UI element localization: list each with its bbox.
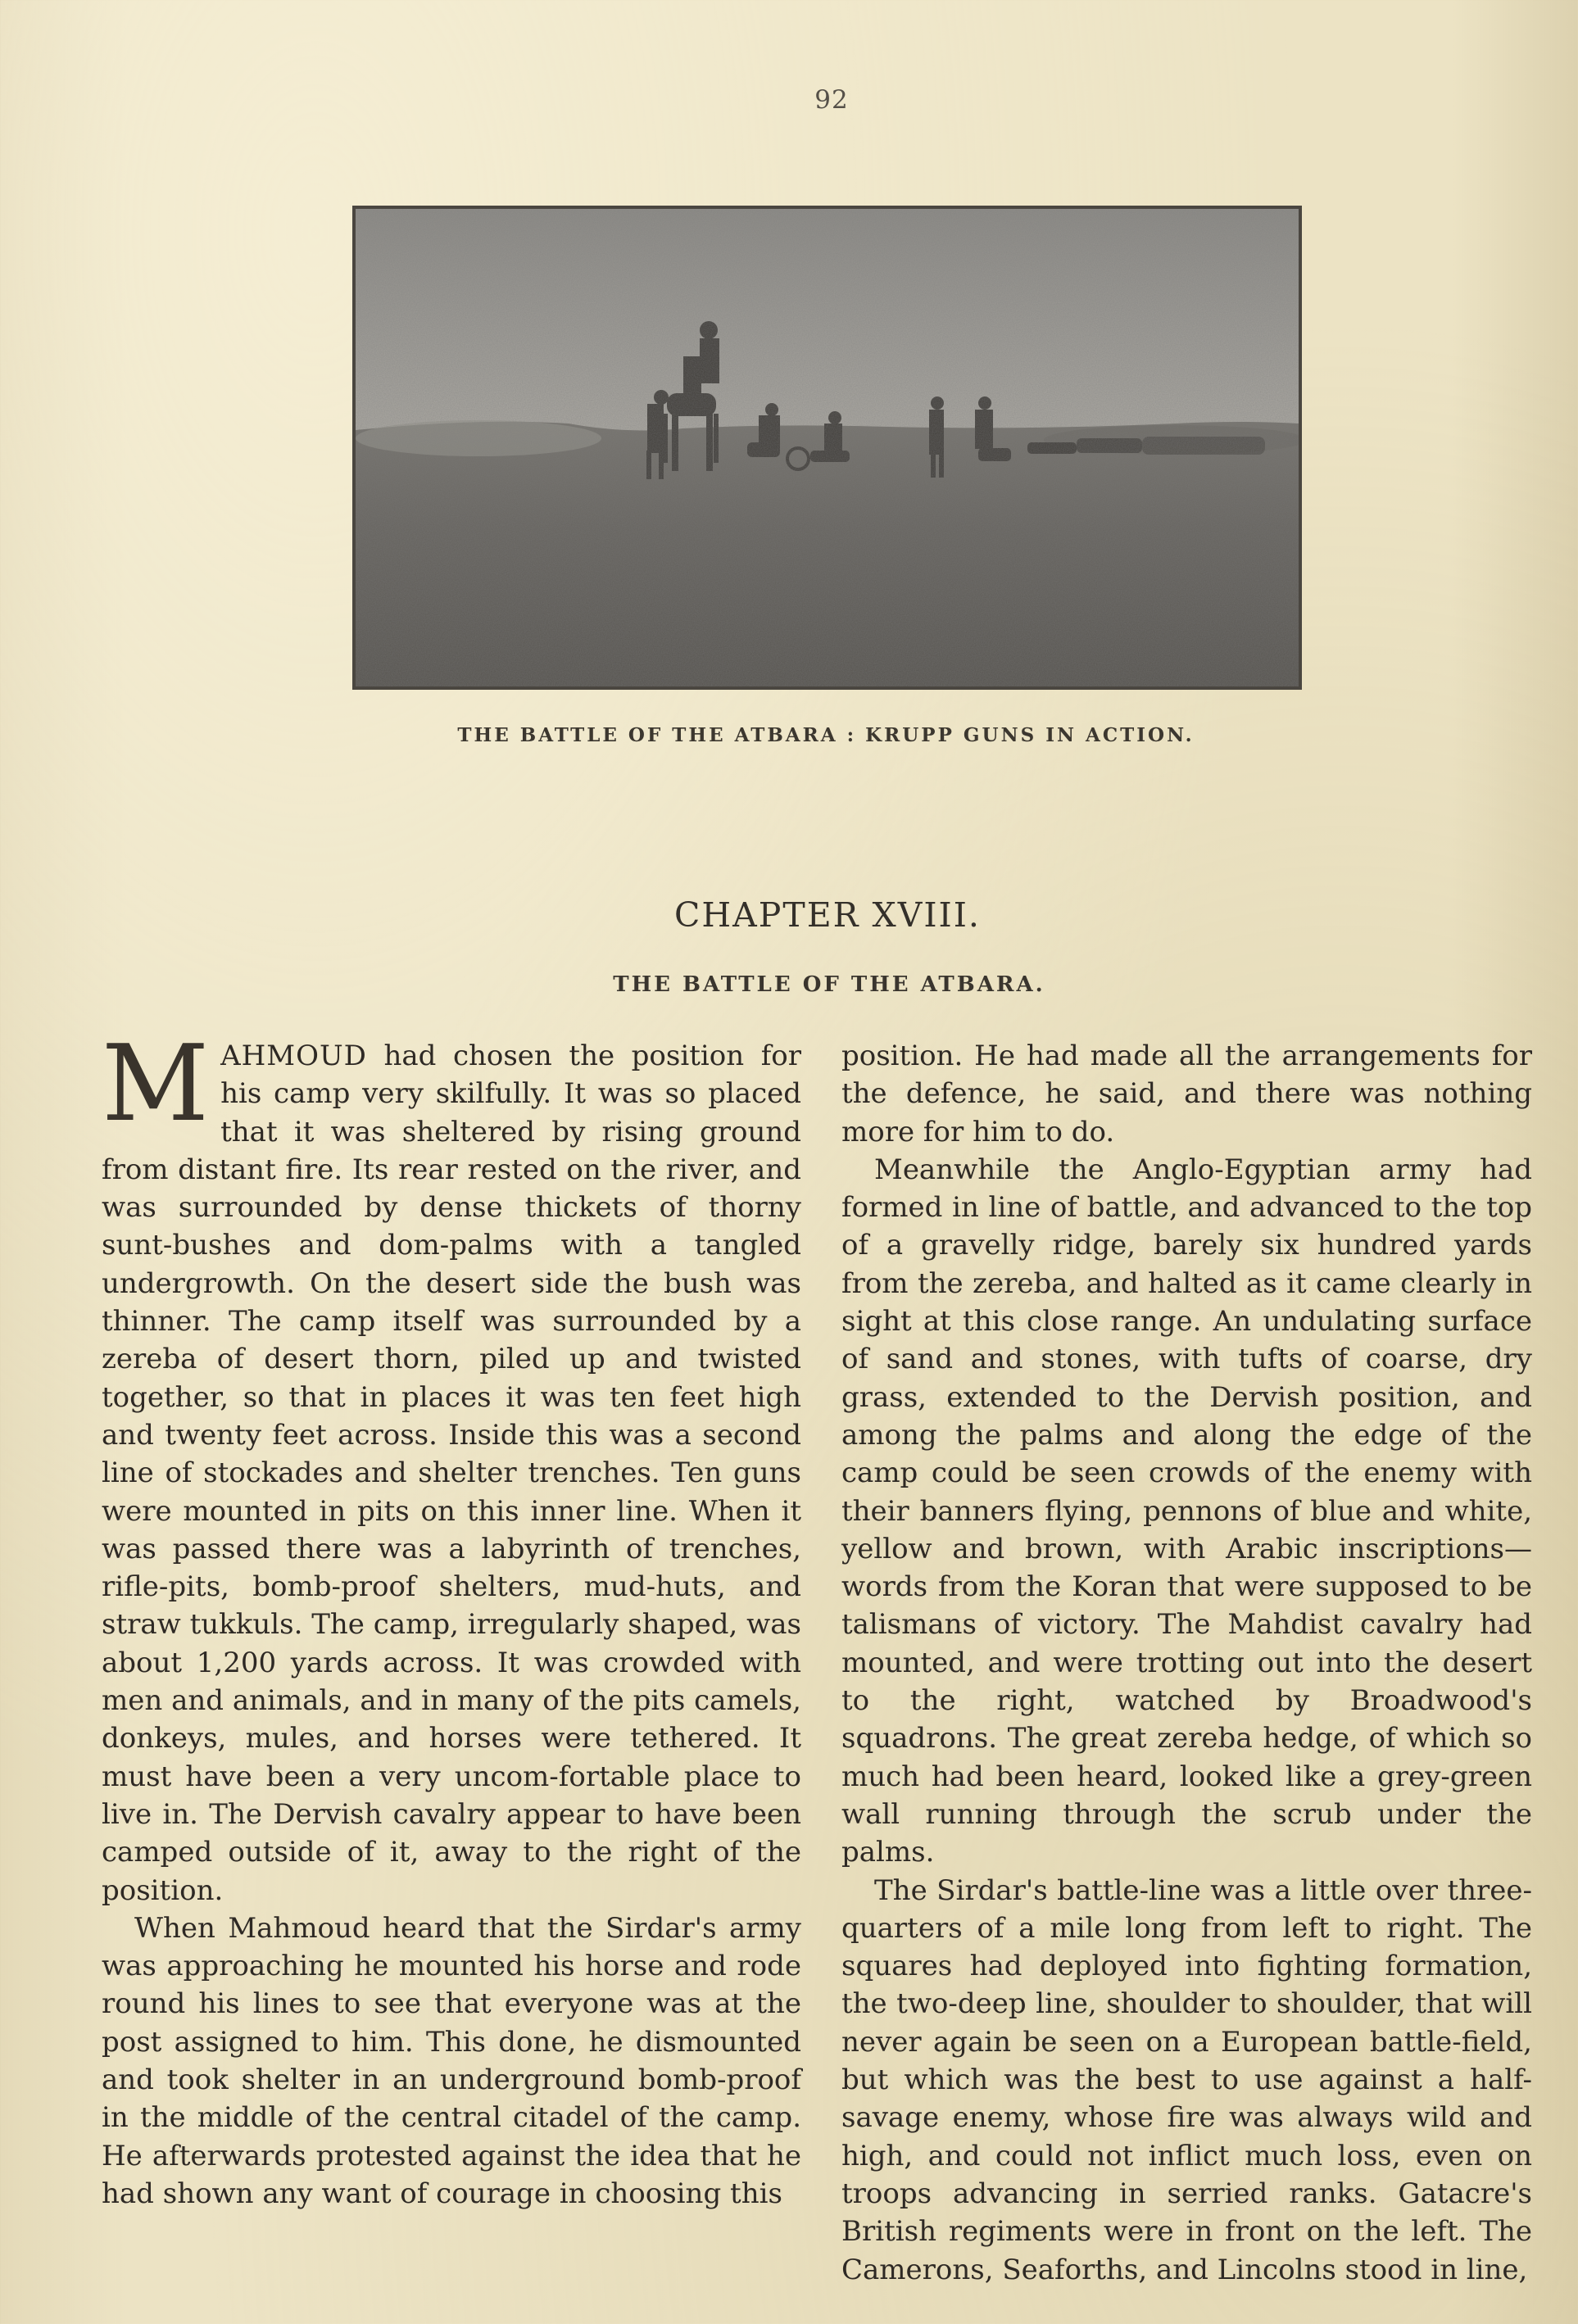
page-number: 92 bbox=[814, 85, 849, 115]
left-paragraph-1-text: had chosen the position for his camp very skilfully. It was so placed that it was sheltered by rising ground from distant fire. Its rear rested on the river, and was surrounded by dense thickets of thorny sunt-bushes and dom-palms with a tangled undergrowth. On the desert side the bush was thinner. The camp itself was surrounded by a zereba of desert thorn, piled up and twisted together, so that in places it was ten feet high and twenty feet across. Inside this was a second line of stockades and shelter trenches. Ten guns were mounted in pits on this inner line. When it was passed there was a labyrinth of trenches, rifle-pits, bomb-proof shelters, mud-huts, and straw tukkuls. The camp, irregularly shaped, was about 1,200 yards across. It was crowded with men and animals, and in many of the pits camels, donkeys, mules, and horses were tethered. It must have been a very uncom-fortable place to live in. The Dervish cavalry appear to have been camped outside of it, away to the right of the position. bbox=[102, 1040, 801, 1907]
battle-photograph bbox=[352, 206, 1302, 690]
right-paragraph-2: Meanwhile the Anglo-Egyptian army had formed in line of battle, and advanced to the top of a gravelly ridge, barely six hundred yards from the zereba, and halted as it came clearly in sight at this close range. An undulating surface of sand and stones, with tufts of coarse, dry grass, extended to the Dervish position, and among the palms and along the edge of the camp could be seen crowds of the enemy with their banners flying, pennons of blue and white, yellow and brown, with Arabic inscriptions—words from the Koran that were supposed to be talismans of victory. The Mahdist cavalry had mounted, and were trotting out into the desert to the right, watched by Broadwood's squadrons. The great zereba hedge, of which so much had been heard, looked like a grey-green wall running through the scrub under the palms. bbox=[841, 1153, 1532, 1869]
left-column bbox=[102, 1023, 801, 2213]
chapter-title: CHAPTER XVIII. bbox=[674, 895, 981, 935]
illustration-caption: THE BATTLE OF THE ATBARA : KRUPP GUNS IN ACTION. bbox=[457, 724, 1195, 746]
right-paragraph-3: The Sirdar's battle-line was a little over three-quarters of a mile long from left to right. The squares had deployed into fighting formation, the two-deep line, shoulder to shoulder, that will never again be seen on a European battle-field, but which was the best to use against a half-savage enemy, whose fire was always wild and high, and could not inflict much loss, even on troops advancing in serried ranks. Gatacre's British regiments were in front on the left. The Camerons, Seaforths, and Lincolns stood in line, bbox=[841, 1873, 1532, 2286]
right-paragraph-1: position. He had made all the arrangements for the defence, he said, and there was nothing more for him to do. bbox=[841, 1040, 1532, 1148]
chapter-subtitle: THE BATTLE OF THE ATBARA. bbox=[613, 972, 1045, 997]
photo-illustration bbox=[356, 209, 1299, 686]
left-paragraph-1 bbox=[102, 1023, 801, 1909]
opening-word: AHMOUD bbox=[220, 1040, 367, 1072]
drop-cap: M bbox=[102, 1023, 208, 1145]
right-column bbox=[841, 1037, 1532, 2289]
left-paragraph-2: When Mahmoud heard that the Sirdar's army was approaching he mounted his horse and rode round his lines to see that everyone was at the post assigned to him. This done, he dismounted and took shelter in an underground bomb-proof in the middle of the central citadel of the camp. He afterwards protested against the idea that he had shown any want of courage in choosing this bbox=[102, 1911, 801, 2210]
